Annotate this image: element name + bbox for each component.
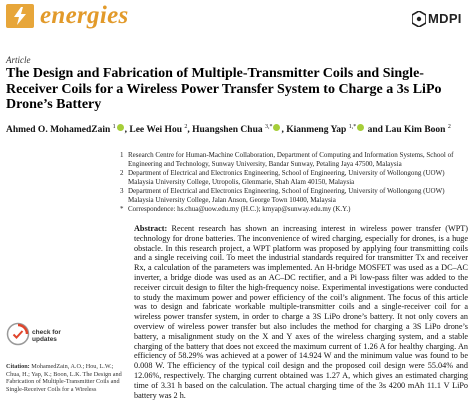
journal-name: energies xyxy=(40,2,129,29)
author-affil-sup: 3,* xyxy=(264,124,273,130)
citation-text: MohamedZain, A.O.; Hou, L.W.; Chua, H.; Yap, K.; Boon, L.K. The Design and Fabrication of Multiple-Transmitter Coils and Single-Receiver Coils for a Wireless xyxy=(6,363,122,393)
author-name[interactable]: Lee Wei Hou xyxy=(129,125,182,135)
affiliation-number: 1 xyxy=(120,151,124,159)
affiliation-3 xyxy=(120,187,468,204)
author-affil-sup: 1,* xyxy=(348,124,357,130)
citation xyxy=(6,363,124,393)
author-affil-sup: 1 xyxy=(112,124,116,130)
affiliation-2 xyxy=(120,169,468,186)
affiliation-number: * xyxy=(120,205,124,213)
check-for-updates-icon[interactable] xyxy=(6,322,30,346)
author-list: Ahmed O. MohamedZain $^1$ , Lee Wei Hou $^2$, Huangshen Chua $^{3,*}$ , Kianmeng Yap $^{1,*}$ and Lau Kim Boon $^2$ xyxy=(6,124,451,135)
article-title: The Design and Fabrication of Multiple-Transmitter Coils and Single-Receiver Coils for a Wireless Power Transfer System to Charge a 3s LiPo Drone’s Battery xyxy=(6,66,442,112)
abstract-label: Abstract: xyxy=(134,224,168,233)
article-type: Article xyxy=(6,55,31,65)
lightning-icon xyxy=(10,6,30,26)
abstract-text: Recent research has shown an increasing interest in wireless power transfer (WPT) technology for drone batteries. The inconvenience of wired charging, especially for drones, is a huge obstacle. In this research project, a WPT platform was proposed by applying four transmitting coils and a single receiving coil. To meet the industrial standards required for transmitter Tx and receiver Rx, a calculation of the parameters was implemented. An H-bridge MOSFET was used as a DC–AC inverter, a bridge diode was used as an AC–DC rectifier, and a Pi low-pass filter was added to the receiver circuit design to filter the high-frequency noise. Experimental investigations were conducted to study the maximum power and power efficiency of the coil’s alignment. The focus of this article was to design and fabricate workable multiple-transmitter coils and a single-receiver coil for a wireless power transfer system, in order to charge a 3S LiPo drone’s battery. It not only covers an overview of wireless power transfer but also includes the method for charging a 3S LiPo drone’s battery, a misalignment study on the X and Y axes of the wireless charging system, and a stable charging of the battery that does not exceed the maximum current of 1.26 A for healthy charging. An efficiency of 58.29% was achieved at a power of 14.924 W and the minimum value was found to be 0.008 W. The efficiency of the typical coil design and the proposed coil design were 55.04% and 12.06%, respectively. The charging current obtained was 1.27 A, which gives an estimated charging time of 3.31 h based on the calculation. The actual charging time of the 3s 4200 mAh 11.1 V LiPo battery was 2 h. xyxy=(134,224,469,400)
orcid-icon[interactable] xyxy=(117,124,124,131)
affiliation-number: 2 xyxy=(120,169,124,177)
author-affil-sup: 2 xyxy=(184,124,188,130)
mdpi-logo-icon xyxy=(412,11,426,27)
journal-logo xyxy=(6,4,34,28)
author-name[interactable]: Huangshen Chua xyxy=(192,125,263,135)
affiliation-number: 3 xyxy=(120,187,124,195)
authors-joiner: and xyxy=(367,125,383,135)
author-name[interactable]: Ahmed O. MohamedZain xyxy=(6,125,111,135)
correspondence-text[interactable]: Correspondence: hs.chua@uow.edu.my (H.C.); kmyap@sunway.edu.my (K.Y.) xyxy=(128,205,351,213)
correspondence xyxy=(120,205,468,214)
author-name[interactable]: Kianmeng Yap xyxy=(286,125,347,135)
citation-label: Citation: xyxy=(6,363,30,370)
affiliation-text: Research Centre for Human-Machine Collaboration, Department of Computing and Information Systems, School of Engineering and Technology, Sunway University, Bandar Sunway, Petaling Jaya 47500, Malaysia xyxy=(128,151,454,168)
orcid-icon[interactable] xyxy=(273,124,280,131)
orcid-icon[interactable] xyxy=(357,124,364,131)
check-for-updates-label[interactable]: check for updates xyxy=(32,329,61,343)
publisher-name: MDPI xyxy=(428,11,462,26)
author-name[interactable]: Lau Kim Boon xyxy=(385,125,446,135)
abstract xyxy=(134,224,468,400)
affiliation-text: Department of Electrical and Electronics Engineering, School of Engineering, University of Wollongong (UOW) Malaysia University College, Utropolis, Glenmarie, Shah Alam 40150, Malaysia xyxy=(128,169,445,186)
affiliation-text: Department of Electrical and Electronics Engineering, School of Engineering, University of Wollongong (UOW) Malaysia University College, Jalan Anson, George Town 10400, Malaysia xyxy=(128,187,445,204)
author-affil-sup: 2 xyxy=(447,124,451,130)
affiliation-1 xyxy=(120,151,468,168)
